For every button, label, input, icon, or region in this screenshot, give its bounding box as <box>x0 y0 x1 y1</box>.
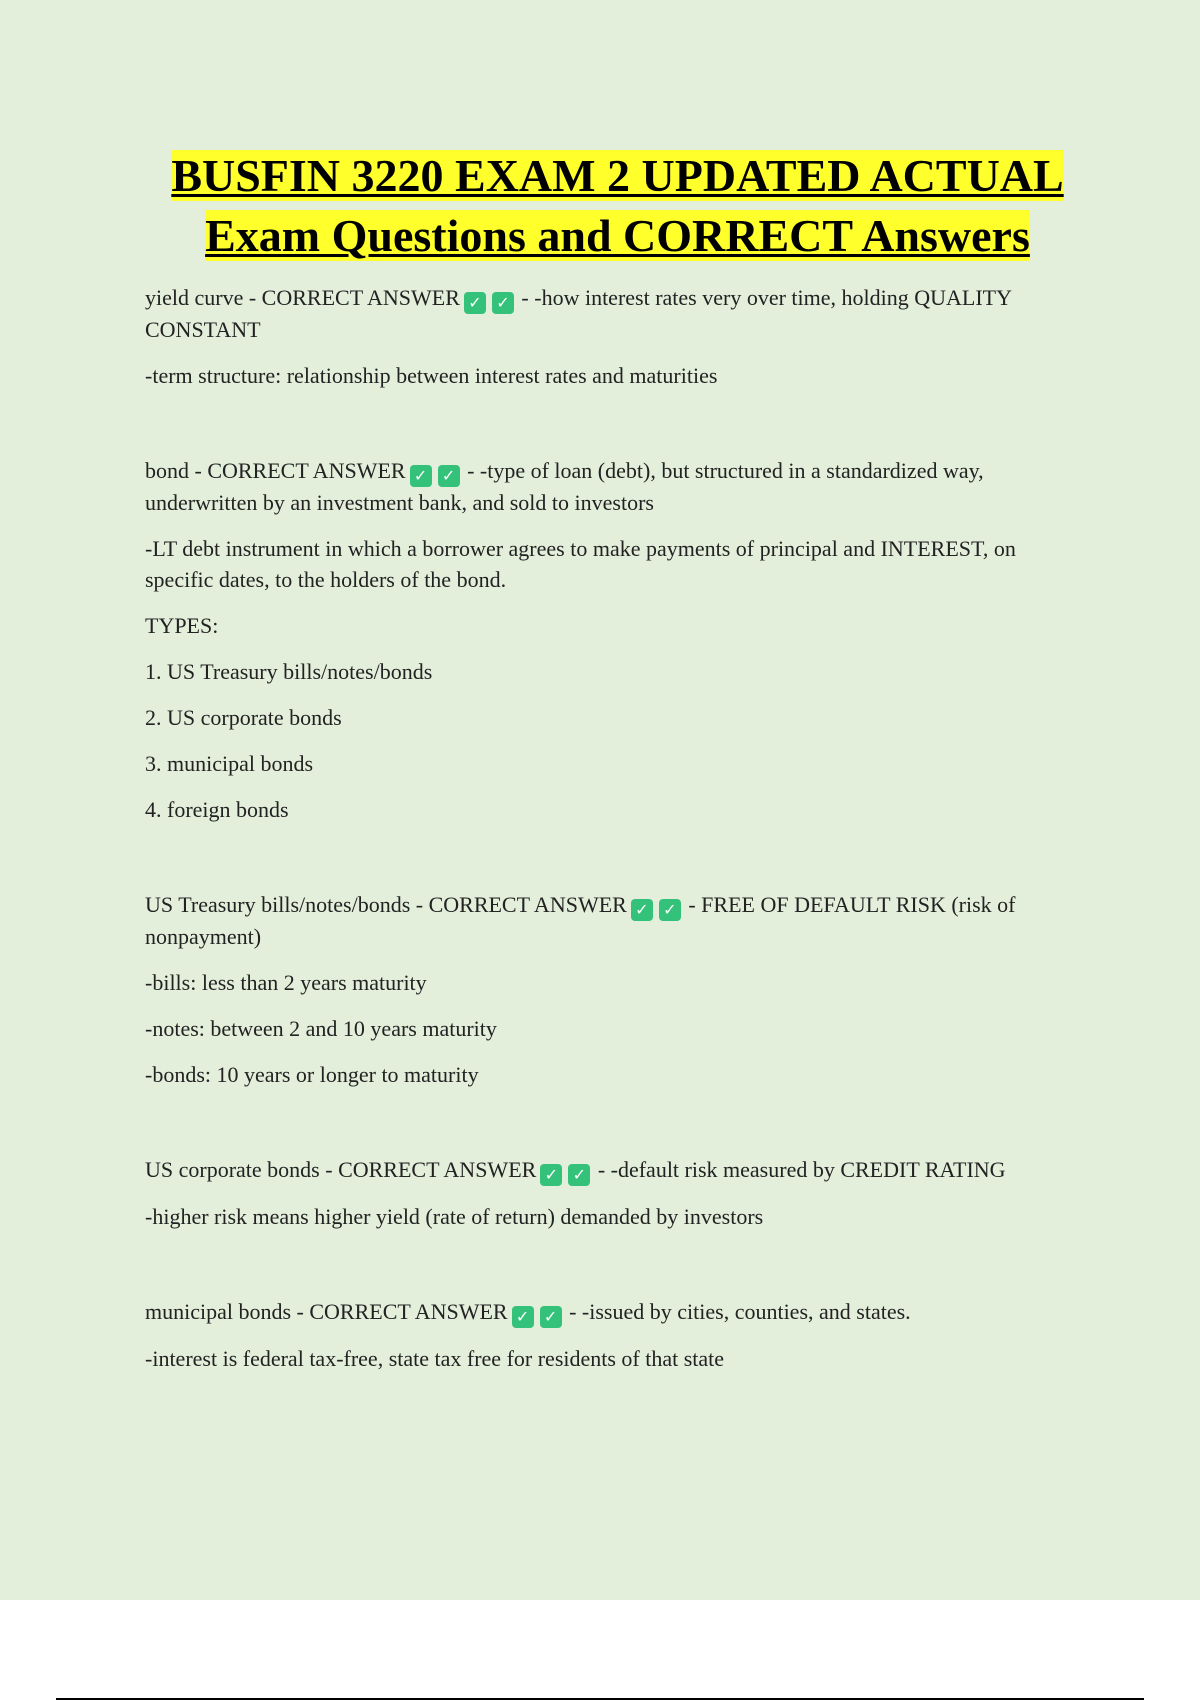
check-icon: ✓ <box>540 1306 562 1328</box>
detail-line: TYPES: <box>145 613 219 638</box>
title-line-1: BUSFIN 3220 EXAM 2 UPDATED ACTUAL <box>171 150 1064 201</box>
question-line <box>145 889 1080 952</box>
qa-content <box>145 282 1080 1438</box>
question-line <box>145 282 1080 345</box>
check-icon: ✓ <box>464 292 486 314</box>
question-line <box>145 455 1080 518</box>
title-line-2: Exam Questions and CORRECT Answers <box>205 210 1030 261</box>
qa-entry-municipal-bonds <box>145 1296 1080 1374</box>
qa-entry-bond <box>145 455 1080 825</box>
answer-text: - FREE OF DEFAULT RISK (risk of nonpayment) <box>145 892 1016 949</box>
question-term: yield curve - CORRECT ANSWER <box>145 285 460 310</box>
check-icon: ✓ <box>659 899 681 921</box>
list-item: 3. municipal bonds <box>145 751 314 776</box>
check-icon: ✓ <box>492 292 514 314</box>
check-icon: ✓ <box>438 465 460 487</box>
detail-line: -bills: less than 2 years maturity <box>145 970 427 995</box>
answer-text: - -issued by cities, counties, and states. <box>569 1299 911 1324</box>
question-term: municipal bonds - CORRECT ANSWER <box>145 1299 508 1324</box>
question-term: US corporate bonds - CORRECT ANSWER <box>145 1157 537 1182</box>
answer-text: - -default risk measured by CREDIT RATING <box>597 1157 1006 1182</box>
check-icon: ✓ <box>631 899 653 921</box>
question-term: bond - CORRECT ANSWER <box>145 458 406 483</box>
question-term: US Treasury bills/notes/bonds - CORRECT ANSWER <box>145 892 627 917</box>
check-icon: ✓ <box>540 1164 562 1186</box>
detail-line: -higher risk means higher yield (rate of return) demanded by investors <box>145 1204 764 1229</box>
check-icon: ✓ <box>512 1306 534 1328</box>
detail-line: -interest is federal tax-free, state tax free for residents of that state <box>145 1346 725 1371</box>
detail-line: -notes: between 2 and 10 years maturity <box>145 1016 497 1041</box>
answer-text: - -type of loan (debt), but structured in a standardized way, underwritten by an investment bank, and sold to investors <box>145 458 984 515</box>
list-item: 4. foreign bonds <box>145 797 289 822</box>
detail-line: -LT debt instrument in which a borrower agrees to make payments of principal and INTEREST, on specific dates, to the holders of the bond. <box>145 536 1016 592</box>
answer-text: - -how interest rates very over time, holding QUALITY CONSTANT <box>145 285 1012 342</box>
check-icon: ✓ <box>568 1164 590 1186</box>
list-item: 2. US corporate bonds <box>145 705 342 730</box>
qa-entry-us-corporate-bonds <box>145 1154 1080 1232</box>
qa-entry-us-treasury <box>145 889 1080 1090</box>
qa-entry-yield-curve <box>145 282 1080 391</box>
list-item: 1. US Treasury bills/notes/bonds <box>145 659 433 684</box>
check-icon: ✓ <box>410 465 432 487</box>
question-line <box>145 1154 1080 1186</box>
question-line <box>145 1296 1080 1328</box>
document-title <box>90 146 1145 266</box>
detail-line: -bonds: 10 years or longer to maturity <box>145 1062 479 1087</box>
detail-line: -term structure: relationship between interest rates and maturities <box>145 363 718 388</box>
